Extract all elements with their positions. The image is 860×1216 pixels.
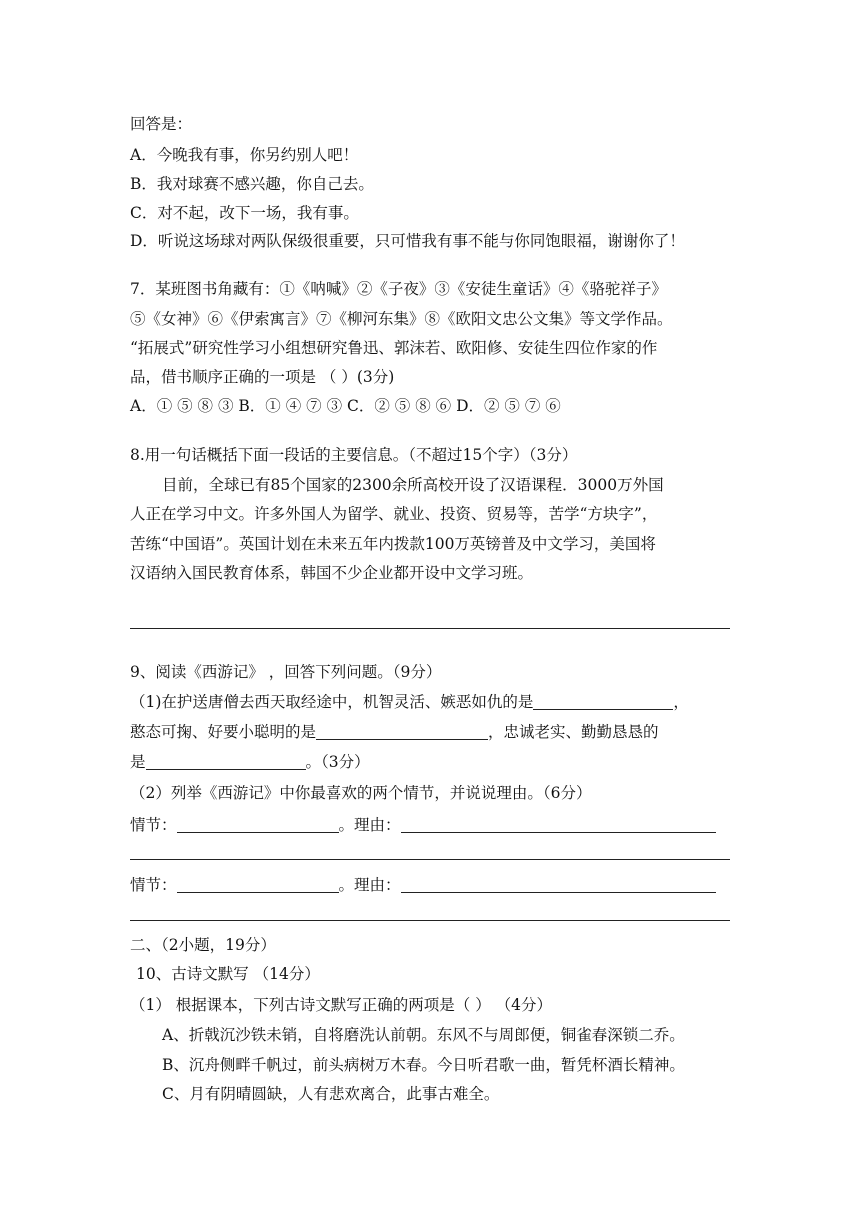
q9-part1-line-2 [130, 721, 659, 743]
q7-line-1: 7．某班图书角藏有：①《呐喊》②《子夜》③《安徒生童话》④《骆驼祥子》 [130, 280, 667, 298]
q9-blank-2[interactable] [316, 723, 488, 740]
section-2-heading: 二、（2小题，19分） [130, 936, 276, 954]
q7-options: A．① ⑤ ⑧ ③ B．① ④ ⑦ ③ C．② ⑤ ⑧ ⑥ D．② ⑤ ⑦ ⑥ [130, 397, 561, 415]
reason-continuation-line-1[interactable] [130, 859, 730, 860]
reason-label: 。理由： [338, 876, 401, 894]
option-a: A．今晚我有事，你另约别人吧！ [130, 146, 359, 164]
q9-part2-prompt: （2）列举《西游记》中你最喜欢的两个情节，并说说理由。（6分） [130, 784, 592, 802]
q9-plot-line-2 [130, 874, 716, 896]
plot-blank-2[interactable] [177, 876, 339, 893]
plot-label: 情节： [130, 876, 177, 894]
reason-continuation-line-2[interactable] [130, 920, 730, 921]
q8-prompt: 8.用一句话概括下面一段话的主要信息。（不超过15个字）（3分） [130, 446, 578, 464]
q9-part1-line-3 [130, 751, 370, 773]
q10-option-b: B、沉舟侧畔千帆过，前头病树万木春。今日听君歌一曲，暂凭杯酒长精神。 [162, 1056, 685, 1074]
plot-blank-1[interactable] [177, 816, 339, 833]
q9-part1-line-1 [130, 691, 689, 713]
plot-label: 情节： [130, 816, 177, 834]
q9-part1-text-c-end: 。（3分） [305, 753, 370, 771]
q8-passage-line-4: 汉语纳入国民教育体系，韩国不少企业都开设中文学习班。 [130, 564, 534, 582]
q8-passage-line-3: 苦练“中国语”。英国计划在未来五年内拨款100万英镑普及中文学习，美国将 [130, 535, 656, 553]
option-b: B．我对球赛不感兴趣，你自己去。 [130, 175, 374, 193]
q9-part1-text-c: 是 [130, 753, 146, 771]
q9-part1-text-a: （1)在护送唐僧去西天取经途中，机智灵活、嫉恶如仇的是 [130, 693, 534, 711]
q10-part1-prompt: （1） 根据课本，下列古诗文默写正确的两项是（ ） （4分） [130, 996, 553, 1014]
reason-blank-1[interactable] [401, 816, 716, 833]
q10-option-c: C、月有阴晴圆缺，人有悲欢离合，此事古难全。 [162, 1085, 500, 1103]
q8-passage-line-1: 目前，全球已有85个国家的2300余所高校开设了汉语课程．3000万外国 [162, 476, 664, 494]
q7-line-4: 品，借书顺序正确的一项是 （ ）(3分) [130, 368, 395, 386]
q9-prompt: 9、阅读《西游记》 ，回答下列问题。（9分） [130, 663, 442, 681]
q10-title: 10、古诗文默写 （14分） [136, 965, 320, 983]
option-d: D．听说这场球对两队保级很重要，只可惜我有事不能与你同饱眼福，谢谢你了！ [130, 232, 685, 250]
q10-option-a: A、折戟沉沙铁未销，自将磨洗认前朝。东风不与周郎便，铜雀春深锁二乔。 [162, 1026, 685, 1044]
option-c: C．对不起，改下一场，我有事。 [130, 204, 359, 222]
q9-part1-text-a-end: ， [673, 693, 689, 711]
q9-blank-3[interactable] [146, 753, 306, 770]
q9-part1-text-b: 憨态可掬、好要小聪明的是 [130, 723, 317, 741]
q8-passage-line-2: 人正在学习中文。许多外国人为留学、就业、投资、贸易等，苦学“方块字”， [130, 505, 658, 523]
q8-answer-line[interactable] [130, 628, 730, 629]
q9-part1-text-b-end: ，忠诚老实、勤勤恳恳的 [488, 723, 659, 741]
q7-line-3: “拓展式”研究性学习小组想研究鲁迅、郭沫若、欧阳修、安徒生四位作家的作 [130, 339, 658, 357]
reason-blank-2[interactable] [401, 876, 716, 893]
q9-plot-line-1 [130, 814, 716, 836]
q7-line-2: ⑤《女神》⑥《伊索寓言》⑦《柳河东集》⑧《欧阳文忠公文集》等文学作品。 [130, 310, 673, 328]
q9-blank-1[interactable] [533, 693, 673, 710]
answer-lead: 回答是： [130, 115, 193, 133]
reason-label: 。理由： [338, 816, 401, 834]
